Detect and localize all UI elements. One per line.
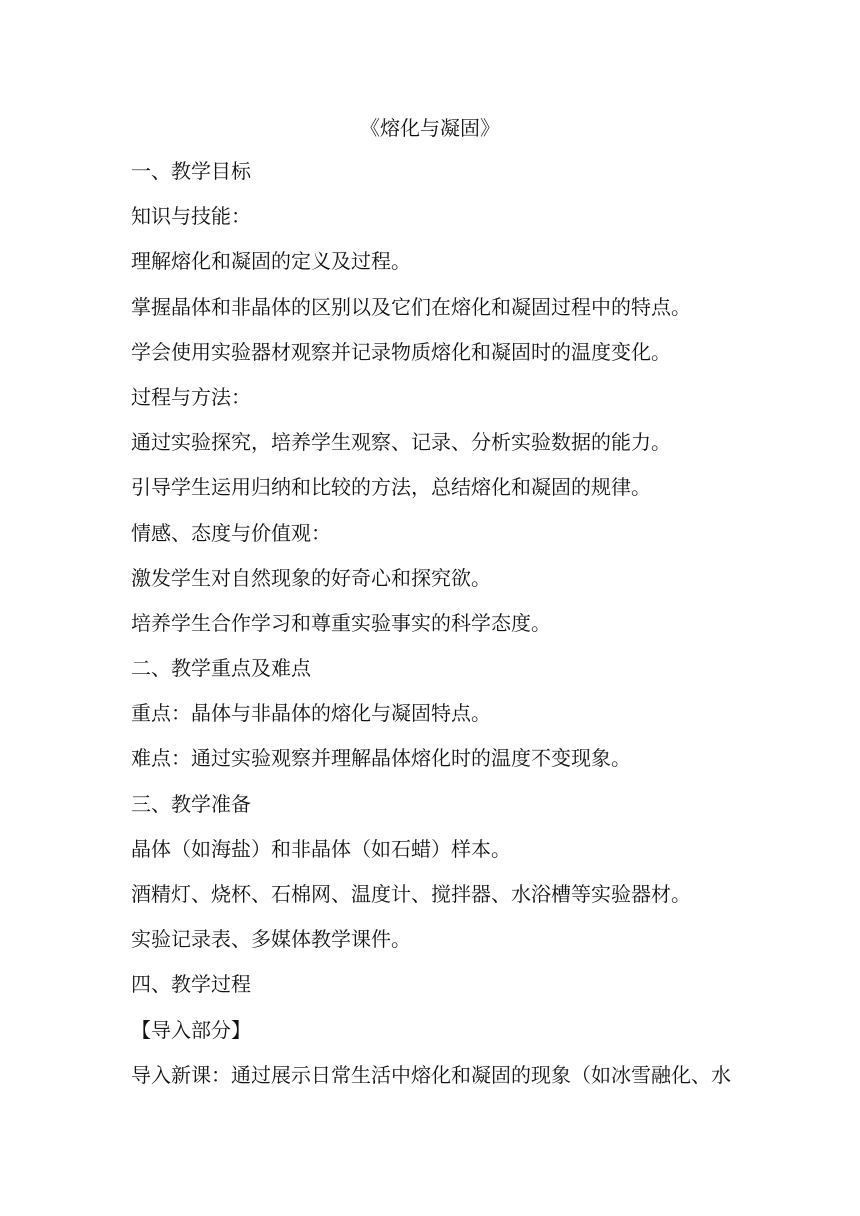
body-line: 激发学生对自然现象的好奇心和探究欲。 xyxy=(131,565,491,590)
document-title: 《熔化与凝固》 xyxy=(360,116,500,140)
section-heading-objectives: 一、教学目标 xyxy=(131,159,251,183)
subheading-knowledge-skills: 知识与技能： xyxy=(131,204,251,229)
body-line: 通过实验探究，培养学生观察、记录、分析实验数据的能力。 xyxy=(131,430,671,455)
document-body xyxy=(131,157,751,1106)
body-line: 理解熔化和凝固的定义及过程。 xyxy=(131,249,411,274)
subheading-attitudes-values: 情感、态度与价值观： xyxy=(131,520,331,545)
body-line: 难点：通过实验观察并理解晶体熔化时的温度不变现象。 xyxy=(131,746,631,771)
body-line: 重点：晶体与非晶体的熔化与凝固特点。 xyxy=(131,701,491,726)
subheading-process-methods: 过程与方法： xyxy=(131,384,251,409)
body-line: 培养学生合作学习和尊重实验事实的科学态度。 xyxy=(131,610,551,635)
body-line: 掌握晶体和非晶体的区别以及它们在熔化和凝固过程中的特点。 xyxy=(131,294,691,319)
section-heading-key-points: 二、教学重点及难点 xyxy=(131,656,311,681)
body-line: 学会使用实验器材观察并记录物质熔化和凝固时的温度变化。 xyxy=(131,339,671,364)
body-line: 酒精灯、烧杯、石棉网、温度计、搅拌器、水浴槽等实验器材。 xyxy=(131,882,691,906)
body-line: 实验记录表、多媒体教学课件。 xyxy=(131,927,411,952)
body-line: 晶体（如海盐）和非晶体（如石蜡）样本。 xyxy=(131,836,511,861)
body-line: 引导学生运用归纳和比较的方法，总结熔化和凝固的规律。 xyxy=(131,475,651,500)
section-heading-preparation: 三、教学准备 xyxy=(131,791,251,816)
subheading-introduction: 【导入部分】 xyxy=(131,1017,251,1042)
body-line: 导入新课：通过展示日常生活中熔化和凝固的现象（如冰雪融化、水 xyxy=(131,1062,731,1087)
section-heading-process: 四、教学过程 xyxy=(131,972,251,997)
